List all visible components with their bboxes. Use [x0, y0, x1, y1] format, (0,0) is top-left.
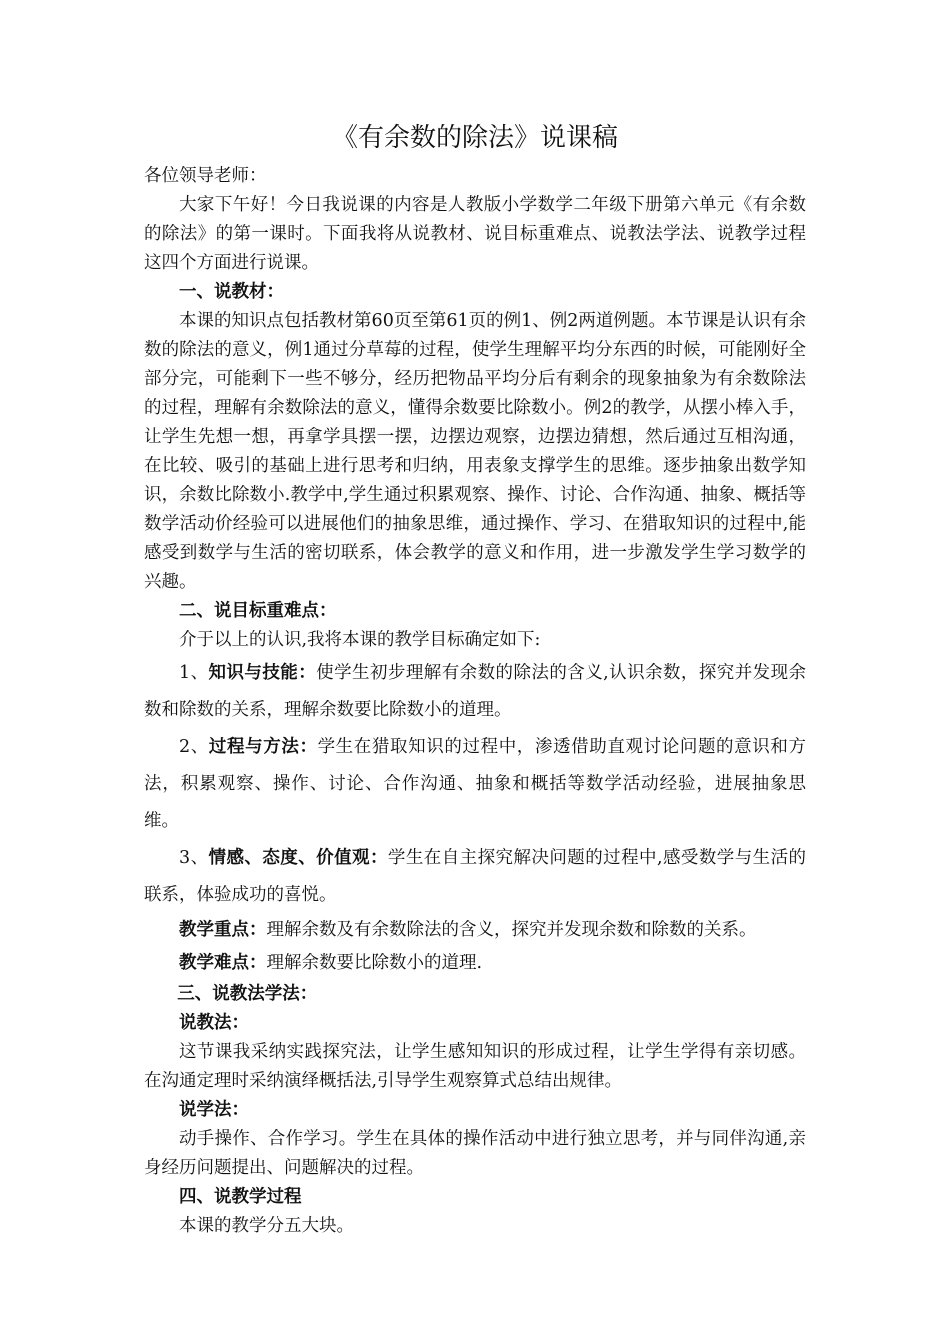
goal-emotion	[144, 840, 806, 914]
goal-number: 2、	[179, 737, 209, 757]
goals-intro: 介于以上的认识,我将本课的教学目标确定如下:	[179, 630, 541, 650]
goal-text: 使学生初步理解有余数的除法的含义,认识余数，探究并发现余数和除数的关系，理解余数要比除数小的道理。	[144, 663, 807, 720]
goal-knowledge	[144, 655, 806, 729]
teaching-focus	[144, 914, 806, 947]
section-heading-process: 四、说教学过程	[179, 1187, 302, 1207]
subheading-teaching-method: 说教法：	[179, 1013, 249, 1033]
teaching-method-paragraph: 这节课我采纳实践探究法，让学生感知知识的形成过程，让学生学得有亲切感。在沟通定理时采纳演绎概括法,引导学生观察算式总结出规律。	[144, 1042, 806, 1091]
intro-paragraph: 大家下午好！今日我说课的内容是人教版小学数学二年级下册第六单元《有余数的除法》的第一课时。下面我将从说教材、说目标重难点、说教法学法、说教学过程这四个方面进行说课。	[144, 195, 806, 273]
section-heading-methods: 三、说教法学法：	[177, 984, 318, 1004]
goal-number: 3、	[179, 848, 209, 868]
goal-process	[144, 729, 806, 840]
goal-text: 学生在猎取知识的过程中，渗透借助直观讨论问题的意识和方法，积累观察、操作、讨论、合作沟通、抽象和概括等数学活动经验，进展抽象思维。	[144, 737, 807, 831]
process-paragraph: 本课的教学分五大块。	[179, 1216, 354, 1236]
focus-text: 理解余数及有余数除法的含义，探究并发现余数和除数的关系。	[266, 920, 757, 940]
subheading-learning-method: 说学法：	[179, 1100, 249, 1120]
textbook-paragraph: 本课的知识点包括教材第60页至第61页的例1、例2两道例题。本节课是认识有余数的除法的意义，例1通过分草莓的过程，使学生理解平均分东西的时候，可能刚好全部分完，可能剩下一些不够分，经历把物品平均分后有剩余的现象抽象为有余数除法的过程，理解有余数除法的意义，懂得余数要比除数小。例2的教学，从摆小棒入手，让学生先想一想，再拿学具摆一摆，边摆边观察，边摆边猜想，然后通过互相沟通，在比较、吸引的基础上进行思考和归纳，用表象支撑学生的思维。逐步抽象出数学知识，余数比除数小.教学中,学生通过积累观察、操作、讨论、合作沟通、抽象、概括等数学活动价经验可以进展他们的抽象思维，通过操作、学习、在猎取知识的过程中,能感受到数学与生活的密切联系，体会教学的意义和作用，进一步激发学生学习数学的兴趣。	[144, 311, 806, 592]
goal-number: 1、	[179, 663, 209, 683]
goal-label: 知识与技能：	[208, 663, 317, 683]
difficulty-text: 理解余数要比除数小的道理.	[266, 953, 483, 973]
document-page	[144, 118, 806, 1241]
focus-label: 教学重点：	[179, 920, 267, 940]
teaching-difficulty	[144, 947, 806, 980]
document-title: 《有余数的除法》说课稿	[331, 123, 618, 153]
difficulty-label: 教学难点：	[179, 953, 267, 973]
goal-label: 情感、态度、价值观：	[208, 848, 388, 868]
greeting: 各位领导老师：	[144, 166, 267, 186]
goal-label: 过程与方法：	[208, 737, 318, 757]
goal-text: 学生在自主探究解决问题的过程中,感受数学与生活的联系，体验成功的喜悦。	[144, 848, 807, 905]
section-heading-goals: 二、说目标重难点：	[179, 601, 337, 621]
section-heading-textbook: 一、说教材：	[179, 282, 284, 302]
learning-method-paragraph: 动手操作、合作学习。学生在具体的操作活动中进行独立思考，并与同伴沟通,亲身经历问题提出、问题解决的过程。	[144, 1129, 806, 1178]
